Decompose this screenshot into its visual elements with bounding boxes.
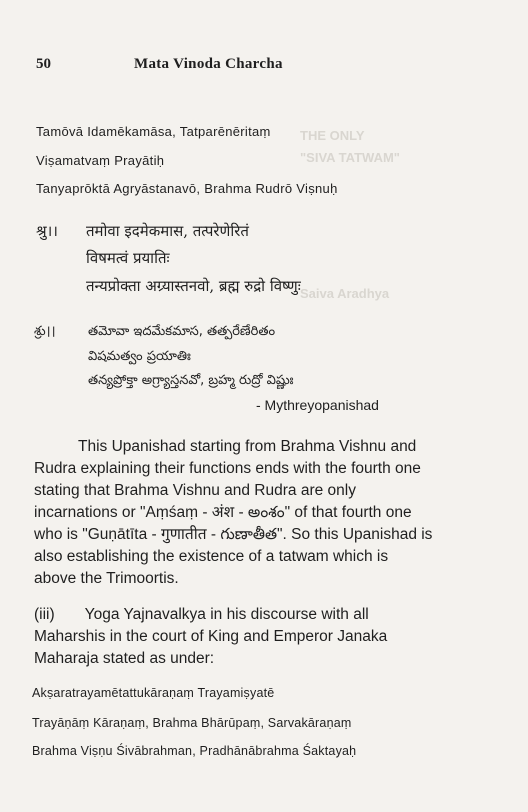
devanagari-marker: श्रु।। bbox=[36, 222, 58, 240]
paragraph-line: Maharshis in the court of King and Emperor Janaka bbox=[34, 628, 388, 645]
list-marker: (iii) bbox=[34, 606, 55, 623]
paragraph-line: who is "Guṇātīta - गुणातीत - గుణాతీత". So this Upanishad is bbox=[34, 526, 433, 543]
verse1-translit-line: Tamōvā Idamēkamāsa, Tatparēnēritaṃ bbox=[36, 124, 271, 139]
paragraph-line: This Upanishad starting from Brahma Vishnu and bbox=[78, 438, 417, 455]
verse2-translit-line: Brahma Viṣṇu Śivābrahman, Pradhānābrahma Śaktayaḥ bbox=[32, 744, 357, 758]
paragraph-line-text: Yoga Yajnavalkya in his discourse with all bbox=[84, 606, 369, 623]
paragraph-line: Rudra explaining their functions ends with the fourth one bbox=[34, 460, 421, 477]
paragraph-line: above the Trimoortis. bbox=[34, 570, 179, 587]
verse1-translit-line: Viṣamatvaṃ Prayātiḥ bbox=[36, 153, 165, 168]
devanagari-line: तन्यप्रोक्ता अग्र्यास्तनवो, ब्रह्म रुद्रो विष्णुः bbox=[86, 277, 301, 295]
paragraph-line: stating that Brahma Vishnu and Rudra are only bbox=[34, 482, 356, 499]
paragraph-yoga-yajnavalkya bbox=[34, 604, 452, 670]
devanagari-line: तमोवा इदमेकमास, तत्परेणेरितं bbox=[86, 222, 249, 240]
paragraph-line: incarnations or "Aṃśaṃ - अंश - అంశం" of that fourth one bbox=[34, 504, 412, 521]
page-number: 50 bbox=[36, 56, 51, 72]
bleed-through-heading-2: "SIVA TATWAM" bbox=[300, 150, 400, 165]
paragraph-line: also establishing the existence of a tatwam which is bbox=[34, 548, 389, 565]
telugu-line: తన్యప్రోక్తా అగ్ర్యాస్తనవో, బ్రహ్మ రుద్రో విష్ణుః bbox=[88, 373, 294, 388]
bleed-through-heading-3: Saiva Aradhya bbox=[300, 286, 390, 301]
telugu-line: విషమత్వం ప్రయాతిః bbox=[88, 349, 191, 364]
paragraph-explanation bbox=[34, 436, 452, 590]
devanagari-line: विषमत्वं प्रयातिः bbox=[86, 249, 170, 267]
verse-source: - Mythreyopanishad bbox=[256, 397, 379, 413]
paragraph-line: Maharaja stated as under: bbox=[34, 650, 215, 667]
bleed-through-heading: THE ONLY bbox=[300, 128, 365, 143]
verse2-translit-line: Trayāṇāṃ Kāraṇaṃ, Brahma Bhārūpaṃ, Sarvakāraṇaṃ bbox=[32, 716, 352, 730]
running-title: Mata Vinoda Charcha bbox=[134, 56, 283, 72]
telugu-marker: శ్రు।। bbox=[34, 324, 56, 339]
verse1-translit-line: Tanyaprōktā Agryāstanavō, Brahma Rudrō Viṣnuḥ bbox=[36, 181, 338, 196]
telugu-line: తమోవా ఇదమేకమాస, తత్పరేణేరితం bbox=[88, 324, 276, 339]
paragraph-line bbox=[34, 604, 452, 626]
verse2-translit-line: Akṣaratrayamētattukāraṇaṃ Trayamiṣyatē bbox=[32, 686, 275, 700]
